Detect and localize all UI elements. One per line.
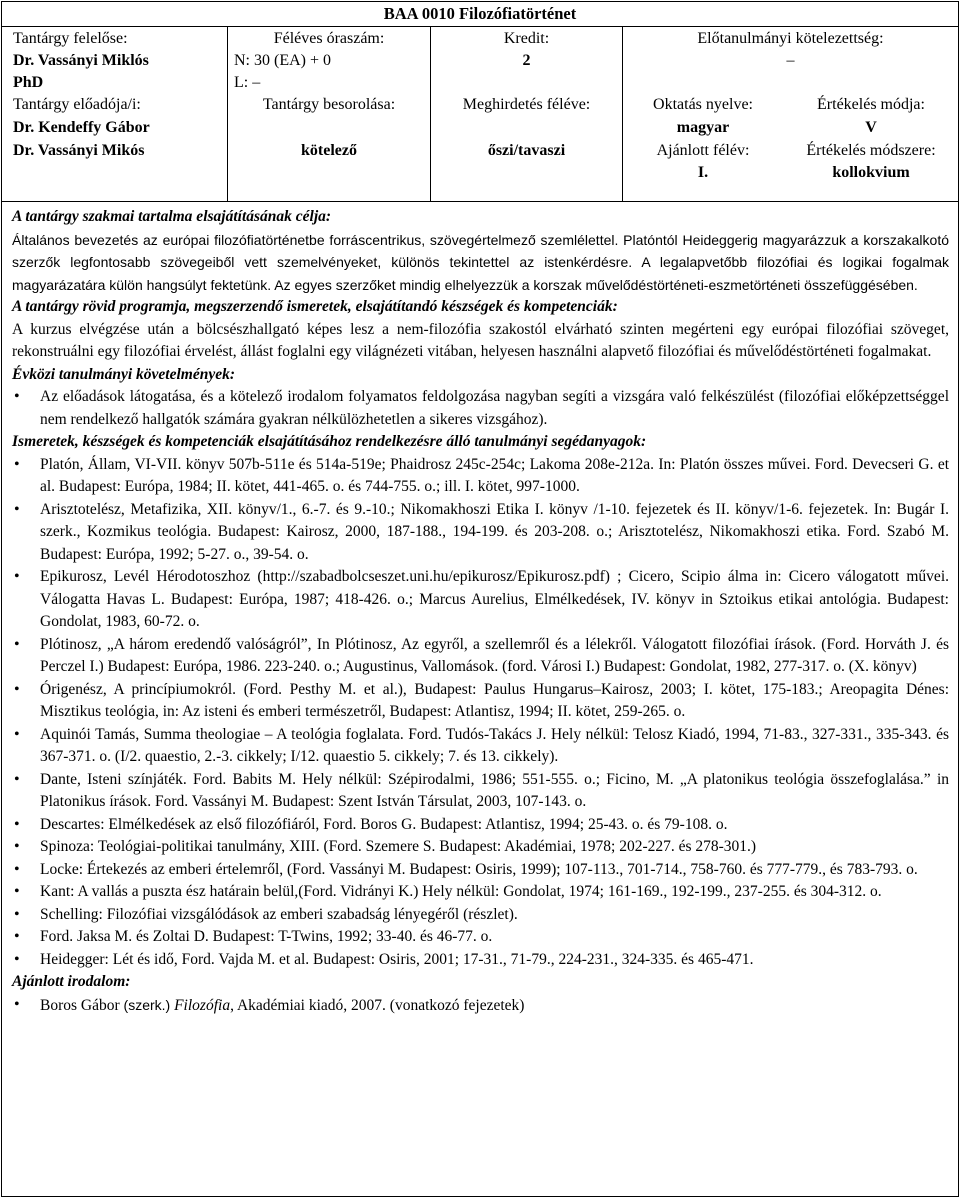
eloado-name-1: Dr. Kendeffy Gábor bbox=[13, 119, 150, 136]
besorolas-label: Tantárgy besorolása: bbox=[262, 96, 396, 113]
ajanlott-list bbox=[12, 994, 949, 1018]
ajanlott-felev-label: Ajánlott félév: bbox=[656, 142, 750, 159]
course-body bbox=[12, 206, 949, 1017]
kovetelmeny-list bbox=[12, 386, 949, 431]
ertekeles-value: V bbox=[865, 119, 877, 136]
modszer-value: kollokvium bbox=[832, 164, 910, 181]
ajanlott-editor: (szerk.) bbox=[123, 996, 175, 1013]
ajanlott-title: Filozófia bbox=[174, 996, 231, 1014]
list-item: • Ford. Jaksa M. és Zoltai D. Budapest: T-Twins, 1992; 33-40. és 46-77. o. bbox=[12, 926, 949, 949]
oraszam-label: Féléves óraszám: bbox=[273, 30, 385, 47]
eloado-name-2: Dr. Vassányi Mikós bbox=[13, 142, 145, 159]
elotan-label: Előtanulmányi kötelezettség: bbox=[697, 30, 884, 47]
list-item: • Aquinói Tamás, Summa theologiae – A teológia foglalata. Ford. Tudós-Takács J. Hely nélkül: Telosz Kiadó, 1994, 71-83., 327-331., 335-343. és 367-371. o. (I/2. quaestio, 2.-3. cikkely; I/12. quaestio 5. cikkely; 7. és 13. cikkely). bbox=[12, 724, 949, 769]
kredit-value: 2 bbox=[522, 52, 531, 69]
course-title: BAA 0010 Filozófiatörténet bbox=[383, 4, 577, 23]
list-item: • Spinoza: Teológiai-politikai tanulmány, XIII. (Ford. Szemere S. Budapest: Akadémiai, 1978; 202-227. és 278-301.) bbox=[12, 836, 949, 859]
oraszam-n: N: 30 (EA) + 0 bbox=[234, 52, 332, 69]
meghirdetes-label: Meghirdetés féléve: bbox=[462, 96, 591, 113]
cel-text: Általános bevezetés az európai filozófiatörténetbe forráscentrikus, szövegértelmező szemlélettel. Platóntól Heideggerig magyarázzuk a korszakalkotó szerzők legfontosabb szövegeiből vett szemelvényeket, különös tekintettel az istenkérdésre. A legalapvetőbb filozófiai és logikai fogalmak magyarázatára külön hangsúlyt fektetünk. Az egyes szerzőket mindig elhelyezzük a korszak művelődéstörténeti-eszmetörténeti összefüggésében. bbox=[12, 231, 949, 293]
course-header-table bbox=[2, 2, 958, 202]
besorolas-value: kötelező bbox=[301, 142, 357, 159]
nyelv-value: magyar bbox=[676, 119, 730, 136]
list-item: • Platón, Állam, VI-VII. könyv 507b-511e és 514a-519e; Phaidrosz 245c-254c; Lakoma 208e-212a. In: Platón összes művei. Ford. Devecseri G. et al. Budapest: Európa, 1984; II. kötet, 441-465. o. és 744-755. o.; ill. I. kötet, 997-1000. bbox=[12, 454, 949, 499]
kovetelmeny-heading: Évközi tanulmányi követelmények: bbox=[12, 365, 236, 383]
ajanlott-heading: Ajánlott irodalom: bbox=[12, 973, 131, 990]
felelos-name: Dr. Vassányi Miklós bbox=[13, 52, 149, 69]
kredit-label: Kredit: bbox=[503, 30, 550, 47]
segedanyag-list bbox=[12, 454, 949, 972]
list-item: • Descartes: Elmélkedések az első filozófiáról, Ford. Boros G. Budapest: Atlantisz, 1994; 25-43. o. és 79-108. o. bbox=[12, 814, 949, 837]
ajanlott-author: Boros Gábor bbox=[40, 996, 124, 1014]
program-heading: A tantárgy rövid programja, megszerzendő ismeretek, elsajátítandó készségek és kompetenciák: bbox=[12, 298, 618, 315]
course-sheet bbox=[1, 1, 959, 1197]
program-text: A kurzus elvégzése után a bölcsészhallgató képes lesz a nem-filozófia szakostól elvárható szinten megérteni egy európai filozófiai szöveget, rekonstruálni egy filozófiai érvelést, állást foglalni egy világnézeti vitában, helyesen használni alapvető filozófiai és művelődéstörténeti fogalmakat. bbox=[12, 320, 949, 360]
ajanlott-rest: , Akadémiai kiadó, 2007. (vonatkozó fejezetek) bbox=[230, 996, 525, 1014]
oraszam-l: L: – bbox=[234, 74, 261, 91]
ajanlott-felev-value: I. bbox=[697, 164, 709, 181]
list-item bbox=[12, 994, 949, 1018]
meghirdetes-value: őszi/tavaszi bbox=[487, 142, 566, 159]
elotan-value: – bbox=[786, 52, 795, 69]
list-item: • Schelling: Filozófiai vizsgálódások az emberi szabadság lényegéről (részlet). bbox=[12, 904, 949, 927]
nyelv-label: Oktatás nyelve: bbox=[653, 96, 753, 113]
cel-heading: A tantárgy szakmai tartalma elsajátításának célja: bbox=[12, 208, 332, 225]
list-item: • Plótinosz, „A három eredendő valóságról”, In Plótinosz, Az egyről, a szellemről és a lélekről. Válogatott filozófiai írások. (Ford. Horváth J. és Perczel I.) Budapest: Európa, 1986. 223-240. o.; Augustinus, Vallomások. (ford. Városi I.) Budapest: Gondolat, 1982, 277-317. o. (X. könyv) bbox=[12, 634, 949, 679]
list-item: • Órigenész, A princípiumokról. (Ford. Pesthy M. et al.), Budapest: Paulus Hungarus–Kairosz, 2003; I. kötet, 175-183.; Areopagita Dénes: Misztikus teológia, in: Az isteni és emberi természetről, Budapest: Atlantisz, 1994; II. kötet, 259-265. o. bbox=[12, 679, 949, 724]
list-item: • Kant: A vallás a puszta ész határain belül,(Ford. Vidrányi K.) Hely nélkül: Gondolat, 1974; 161-169., 192-199., 237-255. és 304-312. o. bbox=[12, 881, 949, 904]
segedanyag-heading: Ismeretek, készségek és kompetenciák elsajátításához rendelkezésre álló tanulmányi segédanyagok: bbox=[12, 433, 647, 450]
list-item: • Arisztotelész, Metafizika, XII. könyv/1., 6.-7. és 9.-10.; Nikomakhoszi Etika I. könyv /1-10. fejezetek és II. könyv/1-6. fejezetek. In: Bugár I. szerk., Kozmikus teológia. Budapest: Kairosz, 2000, 187-188., 194-199. és 203-208. o.; Arisztotelész, Nikomakhoszi etika. Ford. Szabó M. Budapest: Európa, 1992; 5-27. o., 39-54. o. bbox=[12, 499, 949, 567]
felelos-degree: PhD bbox=[13, 74, 44, 91]
modszer-label: Értékelés módszere: bbox=[806, 142, 936, 159]
list-item: • Az előadások látogatása, és a kötelező irodalom folyamatos feldolgozása nagyban segíti a vizsgára való felkészülést (filozófiai előképzettséggel nem rendelkező hallgatók számára gyakran nélkülözhetetlen a sikeres vizsgához). bbox=[12, 386, 949, 431]
eloado-label: Tantárgy előadója/i: bbox=[13, 96, 141, 113]
list-item: • Epikurosz, Levél Hérodotoszhoz (http://szabadbolcseszet.uni.hu/epikurosz/Epikurosz.pdf) ; Cicero, Scipio álma in: Cicero válogatott művei. Válogatta Havas L. Budapest: Európa, 1987; 418-426. o.; Marcus Aurelius, Elmélkedések, IV. könyv in Sztoikus etikai antológia. Budapest: Gondolat, 1983, 60-72. o. bbox=[12, 566, 949, 634]
list-item: • Heidegger: Lét és idő, Ford. Vajda M. et al. Budapest: Osiris, 2001; 17-31., 71-79., 224-231., 324-335. és 465-471. bbox=[12, 949, 949, 972]
list-item: • Dante, Isteni színjáték. Ford. Babits M. Hely nélkül: Szépirodalmi, 1986; 551-555. o.; Ficino, M. „A platonikus teológia összefoglalása.” in Platonikus írások. Ford. Vassányi M. Budapest: Szent István Társulat, 2003, 107-143. o. bbox=[12, 769, 949, 814]
ertekeles-label: Értékelés módja: bbox=[817, 96, 925, 113]
divider bbox=[2, 201, 958, 202]
list-item: • Locke: Értekezés az emberi értelemről, (Ford. Vassányi M. Budapest: Osiris, 1999); 107-113., 701-714., 758-760. és 777-779., és 783-793. o. bbox=[12, 859, 949, 882]
felelos-label: Tantárgy felelőse: bbox=[13, 30, 128, 47]
divider bbox=[2, 26, 958, 27]
